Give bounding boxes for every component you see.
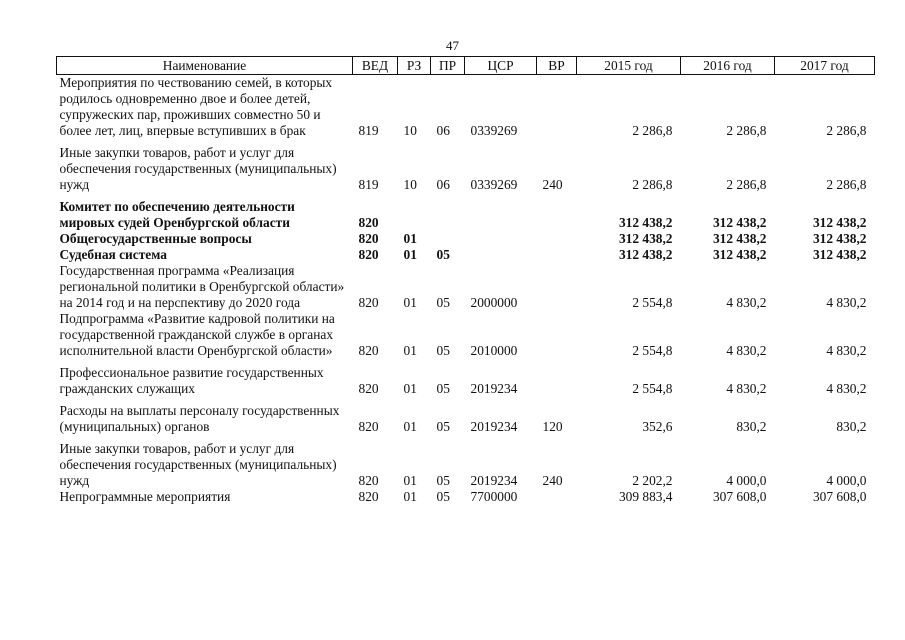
row-name: Подпрограмма «Развитие кадровой политики на государственной гражданской службе в органах исполнительной власти Оренбургской области»: [59, 311, 335, 358]
page-number: 47: [446, 38, 459, 53]
row-rz: 01: [403, 473, 417, 488]
row-2015: 312 438,2: [618, 231, 673, 246]
table-row: [57, 397, 875, 435]
row-vr: 240: [542, 177, 563, 192]
row-name: Непрограммные мероприятия: [59, 489, 231, 504]
row-csr: [465, 247, 537, 263]
row-ved: 820: [358, 247, 379, 262]
row-csr: [465, 231, 537, 247]
row-ved: 820: [358, 295, 379, 310]
row-2017: 2 286,8: [826, 177, 867, 192]
row-pr: 05: [436, 343, 450, 358]
row-name: Комитет по обеспечению деятельности мировых судей Оренбургской области: [59, 199, 295, 230]
row-ved: 820: [358, 473, 379, 488]
row-2017: 4 830,2: [826, 381, 867, 396]
table-row: [57, 311, 875, 359]
row-csr: 2010000: [470, 343, 518, 358]
table-row: [57, 263, 875, 311]
table-row: [57, 247, 875, 263]
row-2017: 4 830,2: [826, 295, 867, 310]
row-2015: 2 286,8: [632, 123, 673, 138]
row-2017: 4 000,0: [826, 473, 867, 488]
row-rz: [398, 193, 431, 231]
row-2015: 2 554,8: [632, 381, 673, 396]
row-rz: 01: [403, 231, 417, 246]
row-vr: 120: [542, 419, 563, 434]
row-2017: 312 438,2: [812, 247, 867, 262]
row-pr: 05: [436, 419, 450, 434]
row-rz: 01: [403, 381, 417, 396]
header-name: Наименование: [57, 57, 353, 75]
row-name: Иные закупки товаров, работ и услуг для обеспечения государственных (муниципальных) нужд: [59, 145, 337, 192]
table-row: [57, 75, 875, 140]
row-ved: 820: [358, 231, 379, 246]
row-rz: 01: [403, 343, 417, 358]
row-vr: [537, 311, 577, 359]
row-ved: 820: [358, 381, 379, 396]
row-2017: 4 830,2: [826, 343, 867, 358]
row-rz: 01: [403, 247, 417, 262]
row-name: Мероприятия по чествованию семей, в которых родилось одновременно двое и более детей, супружеских пар, проживших совместно 50 и более лет, лиц, впервые вступивших в брак: [59, 75, 333, 138]
header-pr: ПР: [431, 57, 465, 75]
row-csr: 2019234: [470, 473, 518, 488]
row-pr: 05: [436, 247, 450, 262]
row-ved: 820: [358, 215, 379, 230]
row-2016: 307 608,0: [712, 489, 767, 504]
row-vr: [537, 193, 577, 231]
row-pr: 06: [436, 177, 450, 192]
row-rz: 01: [403, 489, 417, 504]
row-csr: 2000000: [470, 295, 518, 310]
row-pr: [431, 193, 465, 231]
row-vr: [537, 489, 577, 505]
row-2015: 312 438,2: [618, 215, 673, 230]
row-pr: 05: [436, 295, 450, 310]
row-name: Иные закупки товаров, работ и услуг для обеспечения государственных (муниципальных) нужд: [59, 441, 337, 488]
row-2017: 312 438,2: [812, 215, 867, 230]
row-pr: [431, 231, 465, 247]
row-vr: [537, 263, 577, 311]
header-2016: 2016 год: [681, 57, 775, 75]
row-ved: 819: [358, 123, 379, 138]
row-name: Государственная программа «Реализация региональной политики в Оренбургской области» на 2014 год и на перспективу до 2020 года: [59, 263, 345, 310]
row-2016: 2 286,8: [726, 177, 767, 192]
row-2016: 830,2: [736, 419, 767, 434]
row-csr: 2019234: [470, 381, 518, 396]
row-csr: [465, 193, 537, 231]
row-2016: 312 438,2: [712, 215, 767, 230]
row-2015: 352,6: [642, 419, 673, 434]
header-csr: ЦСР: [465, 57, 537, 75]
row-2016: 4 000,0: [726, 473, 767, 488]
row-2016: 4 830,2: [726, 381, 767, 396]
row-2015: 312 438,2: [618, 247, 673, 262]
row-vr: [537, 247, 577, 263]
row-2016: 2 286,8: [726, 123, 767, 138]
row-rz: 10: [403, 177, 417, 192]
row-name: Расходы на выплаты персоналу государственных (муниципальных) органов: [59, 403, 340, 434]
row-2017: 312 438,2: [812, 231, 867, 246]
row-pr: 05: [436, 489, 450, 504]
row-ved: 820: [358, 489, 379, 504]
row-vr: 240: [542, 473, 563, 488]
row-ved: 819: [358, 177, 379, 192]
table-row: [57, 359, 875, 397]
table-row: [57, 489, 875, 505]
table-row: [57, 139, 875, 193]
row-pr: 05: [436, 381, 450, 396]
row-2016: 312 438,2: [712, 231, 767, 246]
row-pr: 05: [436, 473, 450, 488]
row-name: Общегосударственные вопросы: [59, 231, 252, 246]
row-2016: 312 438,2: [712, 247, 767, 262]
row-2015: 309 883,4: [618, 489, 673, 504]
header-vr: ВР: [537, 57, 577, 75]
row-2016: 4 830,2: [726, 343, 767, 358]
header-2015: 2015 год: [577, 57, 681, 75]
budget-table: [56, 56, 875, 505]
row-2015: 2 286,8: [632, 177, 673, 192]
table-header-row: [57, 57, 875, 75]
row-csr: 2019234: [470, 419, 518, 434]
row-pr: 06: [436, 123, 450, 138]
row-2015: 2 554,8: [632, 295, 673, 310]
table-row: [57, 231, 875, 247]
row-name: Судебная система: [59, 247, 167, 262]
row-vr: [537, 231, 577, 247]
row-name: Профессиональное развитие государственных гражданских служащих: [59, 365, 324, 396]
row-rz: 01: [403, 295, 417, 310]
table-row: [57, 435, 875, 489]
row-2015: 2 202,2: [632, 473, 673, 488]
row-csr: 0339269: [470, 177, 518, 192]
row-2017: 830,2: [836, 419, 867, 434]
row-ved: 820: [358, 343, 379, 358]
row-2017: 307 608,0: [812, 489, 867, 504]
row-2016: 4 830,2: [726, 295, 767, 310]
row-2017: 2 286,8: [826, 123, 867, 138]
row-vr: [537, 359, 577, 397]
row-vr: [537, 75, 577, 140]
row-2015: 2 554,8: [632, 343, 673, 358]
header-2017: 2017 год: [775, 57, 875, 75]
row-csr: 7700000: [470, 489, 518, 504]
header-ved: ВЕД: [353, 57, 398, 75]
row-rz: 10: [403, 123, 417, 138]
header-rz: РЗ: [398, 57, 431, 75]
table-row: [57, 193, 875, 231]
row-rz: 01: [403, 419, 417, 434]
row-csr: 0339269: [470, 123, 518, 138]
row-ved: 820: [358, 419, 379, 434]
